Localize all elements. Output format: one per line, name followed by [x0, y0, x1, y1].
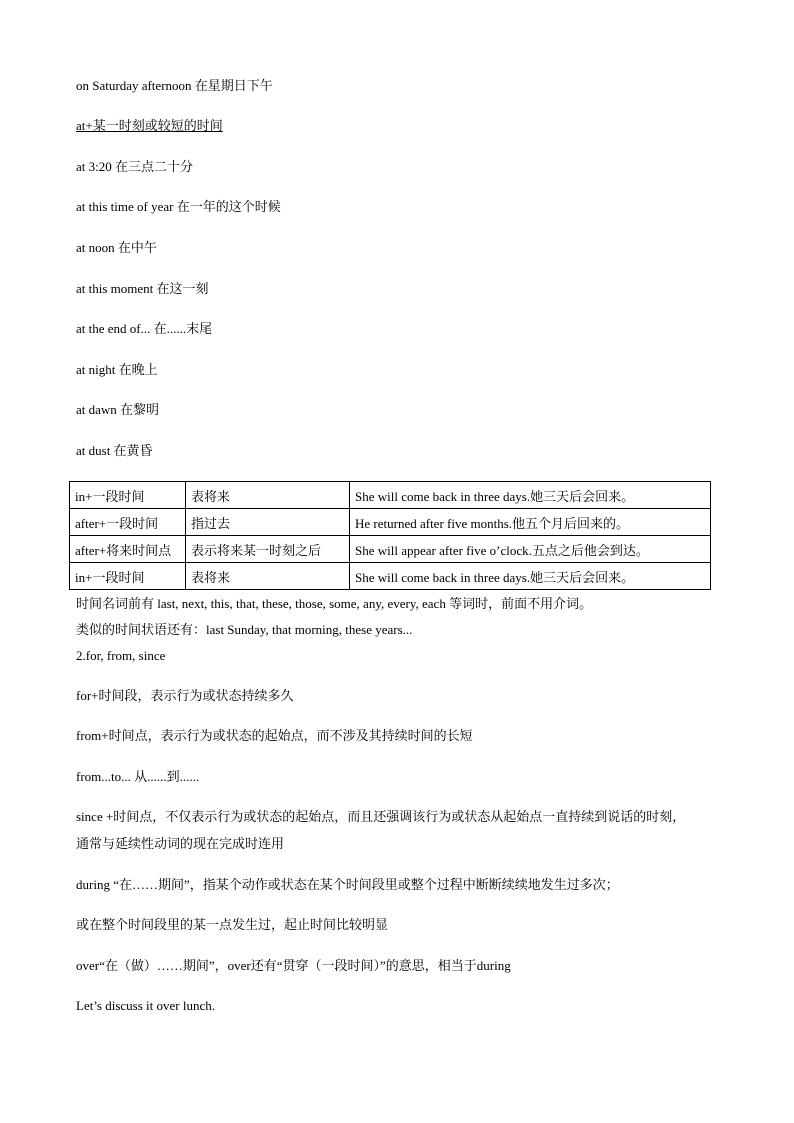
usage-table [69, 481, 711, 590]
table-row [70, 563, 711, 590]
text-line: at this time of year 在一年的这个时候 [76, 199, 281, 214]
text-line: at night 在晚上 [76, 362, 158, 377]
table-cell: She will appear after five o’clock.五点之后他会到达。 [350, 536, 711, 563]
table-cell: 表将来 [186, 482, 350, 509]
table-cell: He returned after five months.他五个月后回来的。 [350, 509, 711, 536]
table-cell: 表示将来某一时刻之后 [186, 536, 350, 563]
table-cell: 表将来 [186, 563, 350, 590]
text-line: at the end of... 在......末尾 [76, 321, 213, 336]
table-cell: 指过去 [186, 509, 350, 536]
text-line: over“在（做）……期间”，over还有“贯穿（一段时间）”的意思，相当于during [76, 958, 511, 973]
table-cell: in+一段时间 [70, 482, 186, 509]
text-line: 类似的时间状语还有：last Sunday, that morning, these years... [76, 622, 413, 637]
text-line: since +时间点，不仅表示行为或状态的起始点，而且还强调该行为或状态从起始点一直持续到说话的时刻， [76, 809, 686, 824]
text-line: at noon 在中午 [76, 240, 157, 255]
text-line: from...to... 从......到...... [76, 769, 200, 784]
text-line: at dawn 在黎明 [76, 402, 160, 417]
text-line: 通常与延续性动词的现在完成时连用 [76, 836, 285, 851]
text-line: during “在……期间”，指某个动作或状态在某个时间段里或整个过程中断断续续地发生过多次； [76, 877, 619, 892]
table-row [70, 536, 711, 563]
table-cell: after+一段时间 [70, 509, 186, 536]
section-heading: 2.for, from, since [76, 648, 166, 663]
text-line: 时间名词前有 last, next, this, that, these, those, some, any, every, each 等词时，前面不用介词。 [76, 596, 593, 611]
text-line: at 3:20 在三点二十分 [76, 159, 193, 174]
text-line: 或在整个时间段里的某一点发生过，起止时间比较明显 [76, 917, 389, 932]
example-sentence: Let’s discuss it over lunch. [76, 998, 216, 1013]
text-line: for+时间段，表示行为或状态持续多久 [76, 688, 294, 703]
text-line: at dust 在黄昏 [76, 443, 153, 458]
table-cell: She will come back in three days.她三天后会回来。 [350, 563, 711, 590]
section-heading: at+某一时刻或较短的时间 [76, 118, 223, 133]
table-row [70, 509, 711, 536]
table-cell: She will come back in three days.她三天后会回来。 [350, 482, 711, 509]
text-line: at this moment 在这一刻 [76, 281, 209, 296]
table-cell: after+将来时间点 [70, 536, 186, 563]
text-line: from+时间点，表示行为或状态的起始点，而不涉及其持续时间的长短 [76, 728, 473, 743]
table-cell: in+一段时间 [70, 563, 186, 590]
text-line: on Saturday afternoon 在星期日下午 [76, 78, 273, 93]
table-row [70, 482, 711, 509]
